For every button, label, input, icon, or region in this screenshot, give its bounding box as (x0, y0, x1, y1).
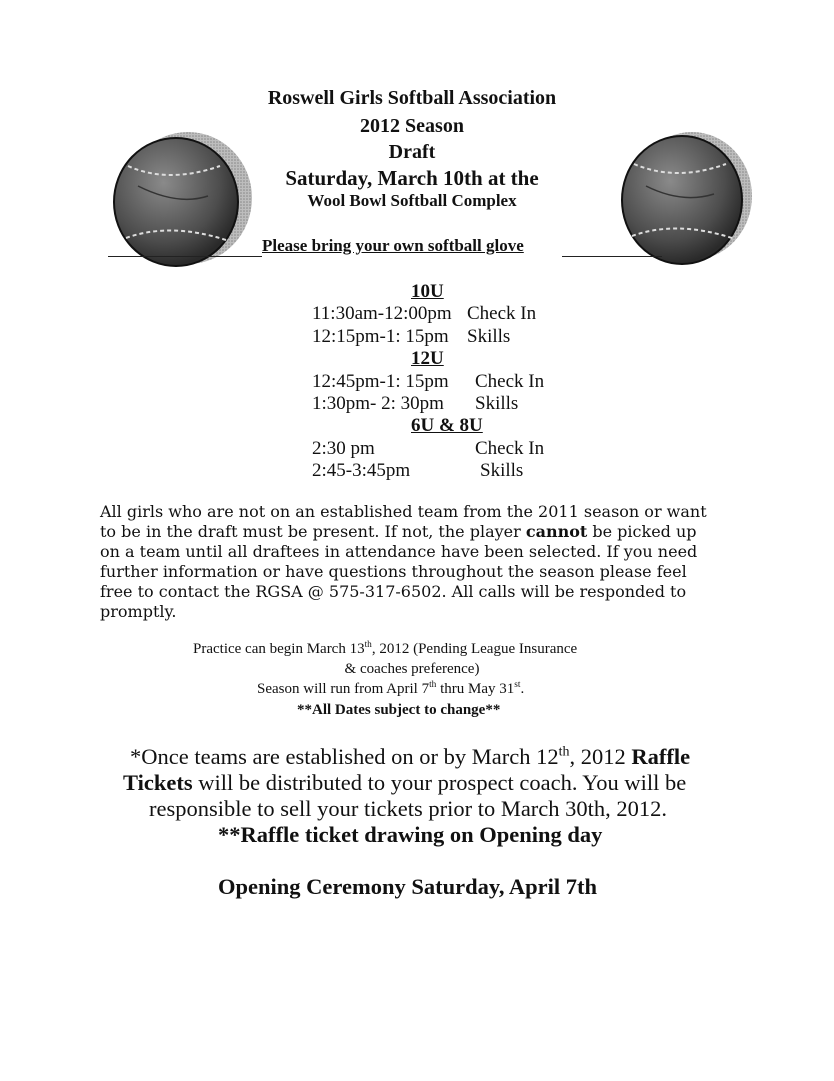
header-season: 2012 Season (360, 115, 464, 137)
schedule-activity: Skills (475, 393, 519, 414)
header-rule-left (108, 256, 262, 257)
header-location: Wool Bowl Softball Complex (307, 191, 517, 210)
practice-note: & coaches preference) (344, 661, 480, 677)
header-title: Roswell Girls Softball Association (267, 87, 557, 109)
header-draft: Draft (388, 141, 436, 163)
opening-ceremony: Opening Ceremony Saturday, April 7th (218, 874, 598, 899)
raffle-line-1: *Once teams are established on or by March 12th, 2012 Raffle (130, 744, 691, 769)
header-date: Saturday, March 10th at the (285, 166, 539, 190)
schedule-activity: Check In (475, 438, 545, 459)
schedule-heading-6u-8u: 6U & 8U (411, 415, 483, 436)
draft-info-paragraph (100, 502, 740, 622)
paragraph-text: be picked up (587, 522, 697, 541)
softball-right-icon (616, 126, 756, 270)
header-rule-right (562, 256, 662, 257)
schedule-activity: Skills (467, 326, 511, 347)
paragraph-text: to be in the draft must be present. If not, the player (100, 522, 526, 541)
paragraph-line: on a team until all draftees in attendance have been selected. If you need (100, 542, 698, 561)
schedule-activity: Check In (475, 371, 545, 392)
schedule-heading-12u: 12U (411, 348, 444, 369)
practice-start: Practice can begin March 13th, 2012 (Pending League Insurance (193, 640, 578, 657)
dates-disclaimer: **All Dates subject to change** (297, 702, 501, 718)
schedule-activity: Skills (480, 460, 524, 481)
schedule-time: 12:15pm-1: 15pm (312, 326, 449, 347)
schedule-time: 1:30pm- 2: 30pm (312, 393, 444, 414)
schedule-time: 11:30am-12:00pm (312, 303, 452, 324)
schedule-time: 2:45-3:45pm (312, 460, 411, 481)
season-dates: Season will run from April 7th thru May 31st. (257, 680, 525, 697)
schedule-time: 12:45pm-1: 15pm (312, 371, 449, 392)
raffle-drawing-note: **Raffle ticket drawing on Opening day (218, 822, 603, 847)
schedule-time: 2:30 pm (312, 438, 375, 459)
raffle-line-3: responsible to sell your tickets prior to March 30th, 2012. (149, 796, 668, 821)
paragraph-line: All girls who are not on an established team from the 2011 season or want (100, 502, 707, 521)
paragraph-emphasis: cannot (525, 522, 588, 541)
paragraph-line: promptly. (100, 602, 177, 621)
schedule-heading-10u: 10U (411, 281, 444, 302)
paragraph-line: further information or have questions throughout the season please feel (100, 562, 687, 581)
schedule-activity: Check In (467, 303, 537, 324)
header-glove-note: Please bring your own softball glove (262, 236, 524, 255)
paragraph-line (100, 522, 740, 542)
paragraph-line: free to contact the RGSA @ 575-317-6502. All calls will be responded to (100, 582, 687, 601)
raffle-line-2: Tickets will be distributed to your prospect coach. You will be (123, 770, 687, 795)
